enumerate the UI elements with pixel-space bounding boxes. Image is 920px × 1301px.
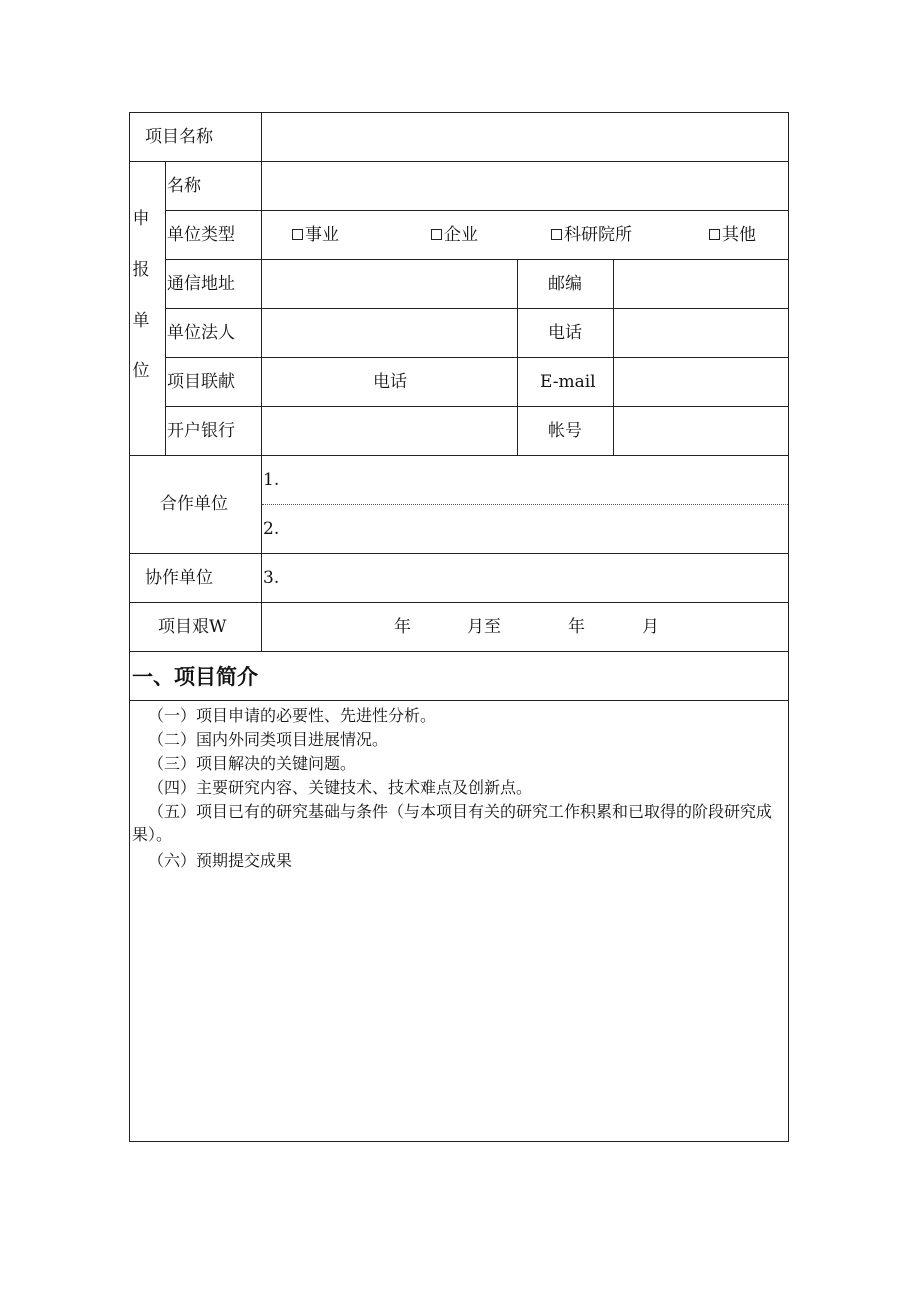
row-divider [165,406,788,407]
collaborator-label: 协作单位 [145,568,213,588]
row-divider [130,651,788,652]
partner-label: 合作单位 [160,494,228,514]
intro-item-4: （四）主要研究内容、关键技术、技术难点及创新点。 [148,778,533,797]
address-label: 通信地址 [167,274,235,294]
collaborator-item: 3. [263,568,280,588]
unit-type-option-shiye[interactable]: 事业 [292,225,339,245]
checkbox-icon[interactable] [292,229,303,240]
intro-item-3: （三）项目解决的关键问题。 [148,754,357,773]
col-divider [261,113,262,651]
checkbox-icon[interactable] [709,229,720,240]
contact-label: 项目联献 [167,372,235,392]
applicant-group-label-2: 报 [132,260,150,280]
row-divider [165,357,788,358]
applicant-group-label-3: 单 [132,311,150,331]
checkbox-icon[interactable] [431,229,442,240]
phone-label: 电话 [548,323,582,343]
project-name-label: 项目名称 [145,127,213,147]
unit-name-label: 名称 [167,176,201,196]
period-month-to: 月至 [467,617,501,637]
unit-type-label: 单位类型 [167,225,235,245]
bank-label: 开户银行 [167,421,235,441]
row-divider [130,455,788,456]
row-divider [130,553,788,554]
email-label: E-mail [540,372,596,392]
applicant-group-label-4: 位 [132,361,150,381]
checkbox-icon[interactable] [551,229,562,240]
contact-phone-label: 电话 [373,372,407,392]
unit-type-option-research[interactable]: 科研院所 [551,225,632,245]
period-year-start: 年 [394,617,411,637]
postcode-label: 邮编 [548,274,582,294]
intro-item-6: （六）预期提交成果 [148,851,293,870]
row-divider [165,308,788,309]
period-year-end: 年 [568,617,585,637]
col-divider [613,259,614,455]
legal-rep-label: 单位法人 [167,323,235,343]
period-month-end: 月 [642,617,659,637]
unit-type-option-other[interactable]: 其他 [709,225,756,245]
col-divider [165,161,166,455]
unit-type-option-qiye[interactable]: 企业 [431,225,478,245]
intro-item-2: （二）国内外同类项目进展情况。 [148,730,389,749]
account-label: 帐号 [548,421,582,441]
applicant-group-label-1: 申 [132,209,150,229]
col-divider [517,259,518,455]
application-form [129,112,789,1142]
row-divider-dotted [262,504,788,505]
partner-item-2: 2. [263,519,280,539]
period-label: 项目艰W [158,617,227,637]
row-divider [130,161,788,162]
row-divider [130,602,788,603]
row-divider [130,700,788,701]
partner-item-1: 1. [263,470,280,490]
row-divider [165,259,788,260]
intro-section-title: 一、项目简介 [132,665,258,689]
intro-item-5: （五）项目已有的研究基础与条件（与本项目有关的研究工作积累和已取得的阶段研究成果）。 [132,802,773,844]
intro-item-1: （一）项目申请的必要性、先进性分析。 [148,706,437,725]
row-divider [165,210,788,211]
